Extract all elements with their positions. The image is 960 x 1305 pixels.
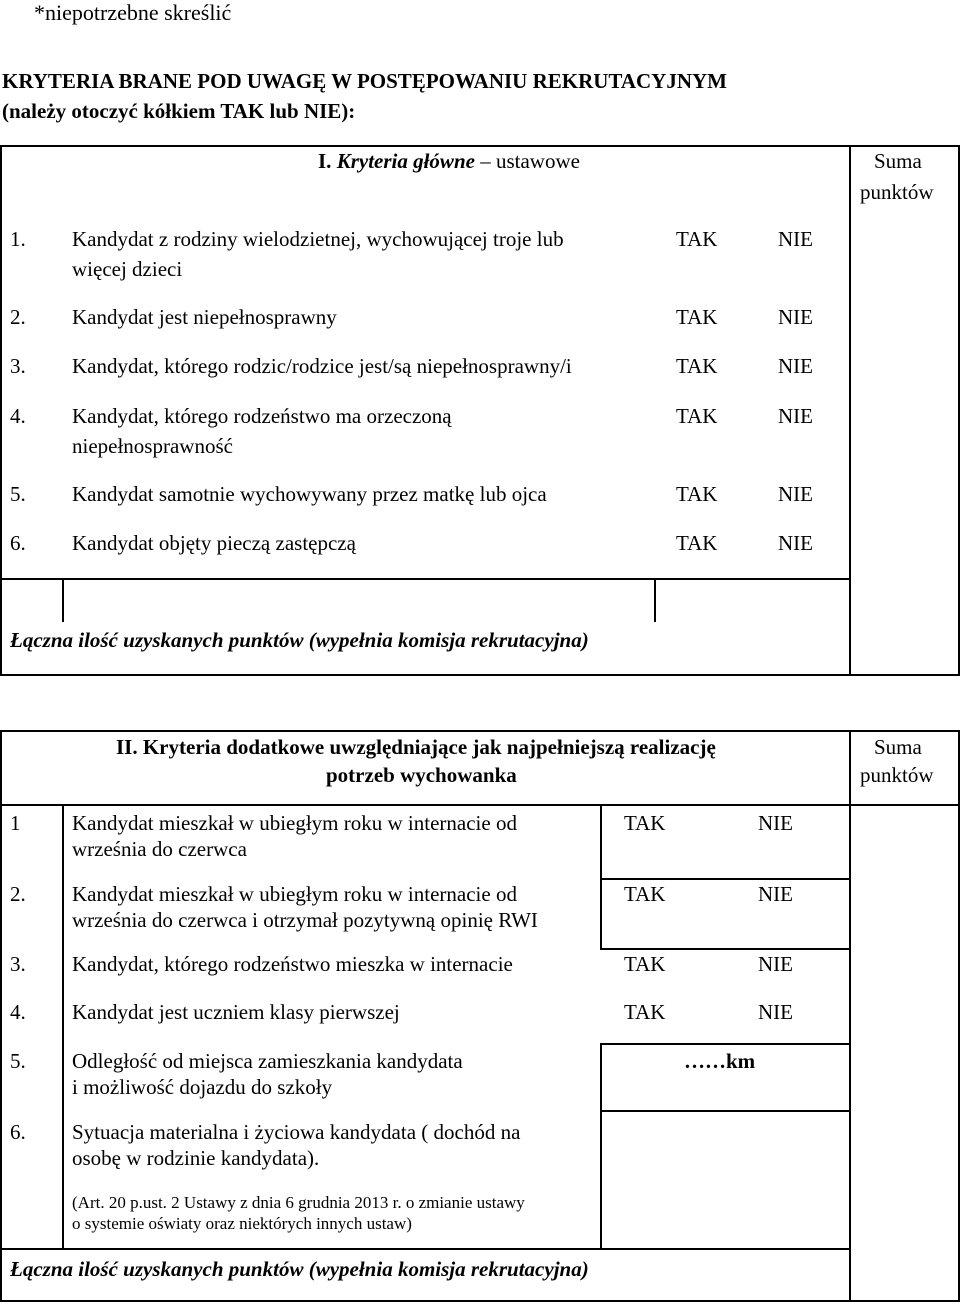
distance-value-field[interactable]: ……km — [684, 1049, 756, 1073]
heading-line-2: (należy otoczyć kółkiem TAK lub NIE): — [2, 99, 356, 123]
row-number: 2. — [10, 882, 26, 906]
section-2-sum-header-2: punktów — [860, 763, 934, 787]
row-number: 5. — [10, 482, 26, 506]
row-text-line-1: Kandydat mieszkał w ubiegłym roku w internacie od — [72, 811, 517, 835]
row-text-line-2: więcej dzieci — [72, 257, 183, 281]
nie-option[interactable]: NIE — [758, 1000, 793, 1024]
tak-option[interactable]: TAK — [676, 531, 718, 555]
nie-option[interactable]: NIE — [778, 482, 813, 506]
nie-option[interactable]: NIE — [778, 305, 813, 329]
row-number: 1. — [10, 227, 26, 251]
legal-note-line-1: (Art. 20 p.ust. 2 Ustawy z dnia 6 grudnia 2013 r. o zmianie ustawy — [72, 1193, 525, 1212]
row-text-line-1: Kandydat samotnie wychowywany przez matkę lub ojca — [72, 482, 547, 506]
row-text-line-1: Kandydat, którego rodzeństwo ma orzeczoną — [72, 404, 452, 428]
section-2-total-label: Łączna ilość uzyskanych punktów (wypełnia komisja rekrutacyjna) — [10, 1257, 589, 1281]
tak-option[interactable]: TAK — [624, 811, 666, 835]
nie-option[interactable]: NIE — [778, 354, 813, 378]
nie-option[interactable]: NIE — [758, 952, 793, 976]
tak-option[interactable]: TAK — [676, 482, 718, 506]
nie-option[interactable]: NIE — [758, 882, 793, 906]
row-text-line-2: i możliwość dojazdu do szkoły — [72, 1075, 333, 1099]
section-1-title: I. Kryteria główne – ustawowe — [318, 149, 580, 173]
note-text: *niepotrzebne skreślić — [34, 0, 232, 25]
tak-option[interactable]: TAK — [676, 227, 718, 251]
nie-option[interactable]: NIE — [778, 404, 813, 428]
section-2-title-line-1: II. Kryteria dodatkowe uwzględniające jak najpełniejszą realizację — [116, 735, 716, 759]
row-text-line-2: września do czerwca — [72, 837, 247, 861]
section-1-total-field[interactable] — [851, 580, 958, 674]
row-text-line-1: Kandydat jest uczniem klasy pierwszej — [72, 1000, 400, 1024]
tak-option[interactable]: TAK — [676, 404, 718, 428]
row-text-line-1: Kandydat objęty pieczą zastępczą — [72, 531, 356, 555]
row-number: 3. — [10, 354, 26, 378]
row-number: 3. — [10, 952, 26, 976]
tak-option[interactable]: TAK — [624, 952, 666, 976]
row-number: 4. — [10, 1000, 26, 1024]
row-text-line-1: Kandydat jest niepełnosprawny — [72, 305, 337, 329]
row-text-line-2: niepełnosprawność — [72, 434, 233, 458]
section-2-sum-header-1: Suma — [874, 735, 922, 759]
row-number: 6. — [10, 531, 26, 555]
row-text-line-1: Kandydat z rodziny wielodzietnej, wychowującej troje lub — [72, 227, 564, 251]
tak-option[interactable]: TAK — [624, 1000, 666, 1024]
legal-note-line-2: o systemie oświaty oraz niektórych innych ustaw) — [72, 1214, 412, 1233]
nie-option[interactable]: NIE — [758, 811, 793, 835]
row-number: 2. — [10, 305, 26, 329]
section-1-sum-header-1: Suma — [874, 149, 922, 173]
row-number: 4. — [10, 404, 26, 428]
heading-line-1: KRYTERIA BRANE POD UWAGĘ W POSTĘPOWANIU REKRUTACYJNYM — [2, 69, 728, 93]
row-number: 1 — [10, 811, 21, 835]
row-text-line-2: osobę w rodzinie kandydata). — [72, 1146, 320, 1170]
tak-option[interactable]: TAK — [676, 354, 718, 378]
section-2-total-field[interactable] — [851, 806, 958, 1300]
row-text-line-1: Kandydat, którego rodzic/rodzice jest/są niepełnosprawny/i — [72, 354, 572, 378]
row-text-line-1: Kandydat, którego rodzeństwo mieszka w internacie — [72, 952, 513, 976]
row-text-line-2: września do czerwca i otrzymał pozytywną opinię RWI — [72, 908, 538, 932]
row-number: 5. — [10, 1049, 26, 1073]
section-1-sum-header-2: punktów — [860, 180, 934, 204]
row-text-line-1: Kandydat mieszkał w ubiegłym roku w internacie od — [72, 882, 517, 906]
row-text-line-1: Odległość od miejsca zamieszkania kandydata — [72, 1049, 463, 1073]
row-number: 6. — [10, 1120, 26, 1144]
section-1-total-label: Łączna ilość uzyskanych punktów (wypełnia komisja rekrutacyjna) — [10, 628, 589, 652]
row-text-line-1: Sytuacja materialna i życiowa kandydata ( dochód na — [72, 1120, 521, 1144]
tak-option[interactable]: TAK — [624, 882, 666, 906]
section-2-title-line-2: potrzeb wychowanka — [326, 763, 517, 787]
nie-option[interactable]: NIE — [778, 531, 813, 555]
nie-option[interactable]: NIE — [778, 227, 813, 251]
tak-option[interactable]: TAK — [676, 305, 718, 329]
